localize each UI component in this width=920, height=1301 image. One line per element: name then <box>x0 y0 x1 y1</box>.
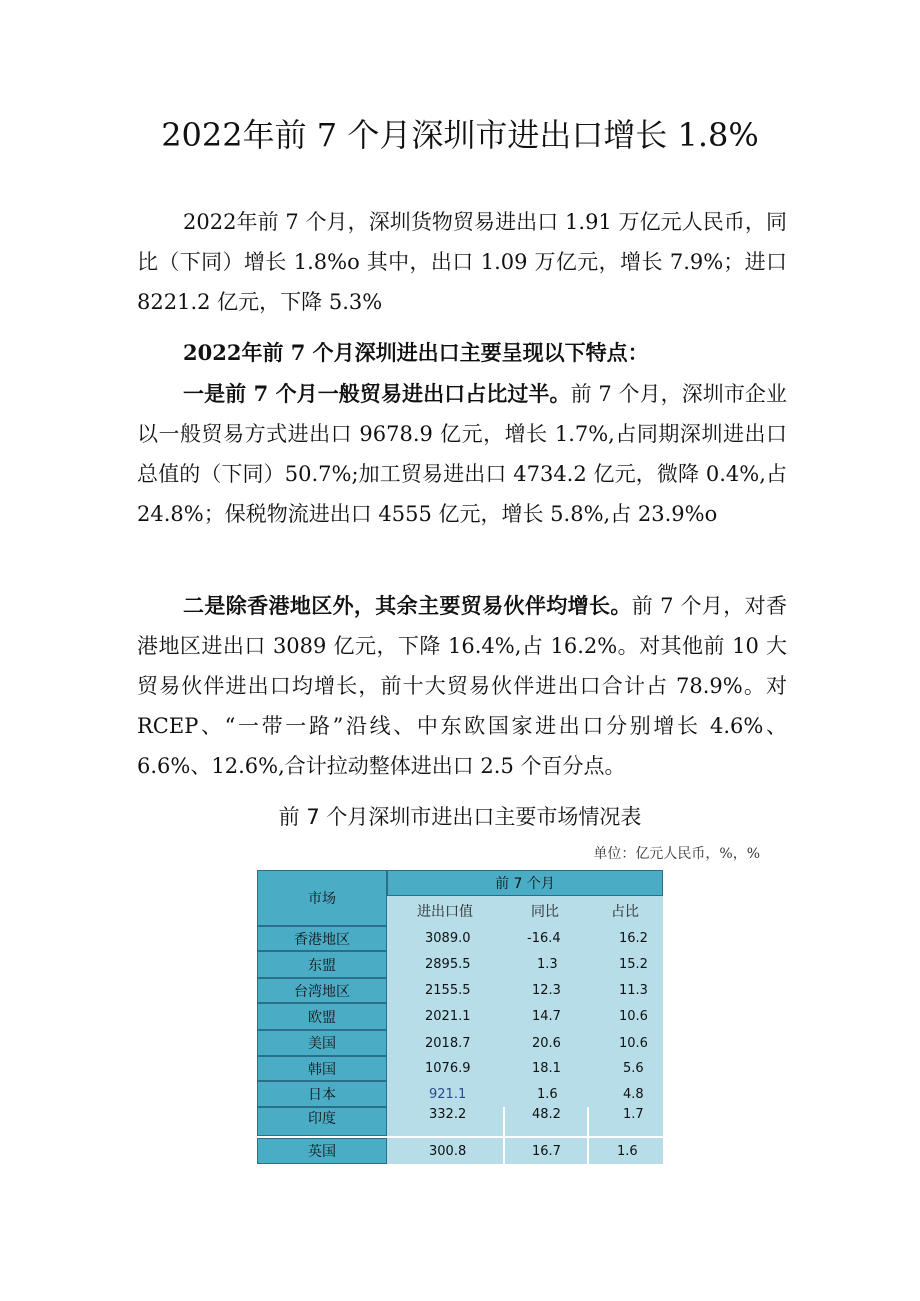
row-yoy: 1.6 <box>503 1081 587 1107</box>
row-value: 2021.1 <box>387 1003 503 1030</box>
row-share: 11.3 <box>587 978 663 1003</box>
row-value: 300.8 <box>387 1138 503 1164</box>
row-share: 1.7 <box>587 1107 663 1136</box>
header-market: 市场 <box>257 870 387 926</box>
features-heading-text: 2022年前 7 个月深圳进出口主要呈现以下特点： <box>183 340 649 365</box>
table-unit: 单位：亿元人民币，%，% <box>593 846 760 862</box>
row-share: 15.2 <box>587 951 663 978</box>
column-line <box>503 1107 505 1164</box>
row-name: 印度 <box>257 1107 387 1136</box>
row-yoy: 18.1 <box>503 1056 587 1081</box>
row-name: 欧盟 <box>257 1003 387 1030</box>
trade-partners-lead: 二是除香港地区外，其余主要贸易伙伴均增长。 <box>183 593 632 618</box>
row-value: 3089.0 <box>387 926 503 951</box>
row-share: 10.6 <box>587 1003 663 1030</box>
row-value: 2155.5 <box>387 978 503 1003</box>
paragraph-summary: 2022年前 7 个月，深圳货物贸易进出口 1.91 万亿元人民币，同比（下同）增长 1.8%o 其中，出口 1.09 万亿元，增长 7.9%；进口 8221.2 亿元，下降 5.3% <box>137 210 787 314</box>
row-name: 美国 <box>257 1030 387 1056</box>
row-yoy: 20.6 <box>503 1030 587 1056</box>
paragraph-features-heading <box>137 333 787 373</box>
paragraph-general-trade <box>137 374 787 534</box>
row-value: 2895.5 <box>387 951 503 978</box>
row-name: 东盟 <box>257 951 387 978</box>
row-share: 1.6 <box>587 1138 663 1164</box>
subheader-yoy: 同比 <box>531 904 559 920</box>
market-table <box>257 870 663 1164</box>
row-share: 10.6 <box>587 1030 663 1056</box>
subheader-share: 占比 <box>611 904 639 920</box>
table-title: 前 7 个月深圳市进出口主要市场情况表 <box>278 805 642 829</box>
row-share: 5.6 <box>587 1056 663 1081</box>
row-yoy: 16.7 <box>503 1138 587 1164</box>
row-value: 2018.7 <box>387 1030 503 1056</box>
column-line <box>587 1107 589 1164</box>
subheader-value: 进出口值 <box>417 904 473 920</box>
row-name: 日本 <box>257 1081 387 1107</box>
paragraph-trade-partners <box>137 586 787 786</box>
row-yoy: 1.3 <box>503 951 587 978</box>
general-trade-body: 前 7 个月，深圳市企业以一般贸易方式进出口 9678.9 亿元，增长 1.7%,占同期深圳进出口总值的（下同）50.7%;加工贸易进出口 4734.2 亿元，微降 0.4%,占 24.8%；保税物流进出口 4555 亿元，增长 5.8%,占 23.9%o <box>137 382 787 526</box>
row-gap-line <box>387 1136 663 1138</box>
row-share: 4.8 <box>587 1081 663 1107</box>
row-value: 1076.9 <box>387 1056 503 1081</box>
row-name: 韩国 <box>257 1056 387 1081</box>
row-name: 台湾地区 <box>257 978 387 1003</box>
row-yoy: 12.3 <box>503 978 587 1003</box>
row-value: 921.1 <box>387 1081 503 1107</box>
row-yoy: -16.4 <box>503 926 587 951</box>
row-yoy: 14.7 <box>503 1003 587 1030</box>
row-yoy: 48.2 <box>503 1107 587 1136</box>
page-title: 2022年前 7 个月深圳市进出口增长 1.8% <box>161 116 759 154</box>
row-name: 香港地区 <box>257 926 387 951</box>
trade-partners-body: 前 7 个月，对香港地区进出口 3089 亿元，下降 16.4%,占 16.2%。对其他前 10 大贸易伙伴进出口均增长，前十大贸易伙伴进出口合计占 78.9%。对 RCEP、“一带一路”沿线、中东欧国家进出口分别增长 4.6%、6.6%、12.6%,合计拉动整体进出口 2.5 个百分点。 <box>137 594 787 778</box>
header-period: 前 7 个月 <box>387 870 663 896</box>
row-value: 332.2 <box>387 1107 503 1136</box>
general-trade-lead: 一是前 7 个月一般贸易进出口占比过半。 <box>183 381 571 406</box>
row-name: 英国 <box>257 1138 387 1164</box>
row-share: 16.2 <box>587 926 663 951</box>
